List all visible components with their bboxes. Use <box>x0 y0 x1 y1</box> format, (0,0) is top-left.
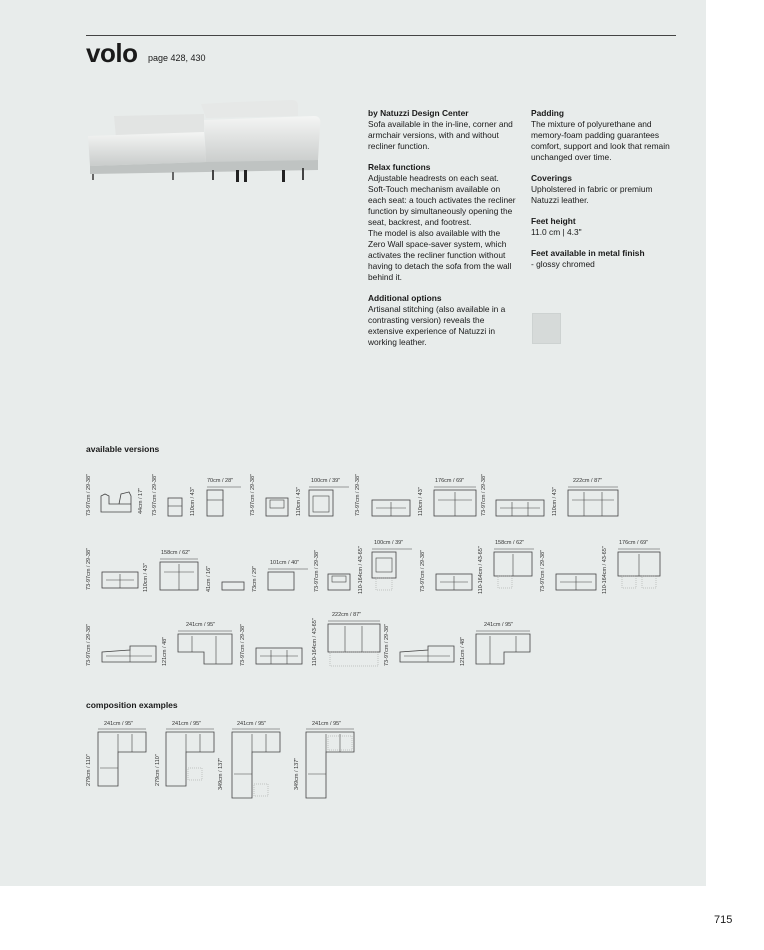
dim-label: 241cm / 95" <box>312 721 342 727</box>
sofa-3-seat-front-icon <box>254 642 304 666</box>
dim-label: 121cm / 48" <box>460 636 466 666</box>
dim-label: 100cm / 39" <box>374 540 404 546</box>
dim-label: 222cm / 87" <box>573 478 603 484</box>
dim-label: 73-97cm / 29-38" <box>152 473 158 516</box>
relax-text: Adjustable headrests on each seat. Soft-Touch mechanism available on each seat: a touch activates the recliner function by simultaneously opening the seat, backrest, and footrest. <box>368 173 516 227</box>
dim-label: 73-97cm / 29-38" <box>86 473 92 516</box>
dim-label: 176cm / 69" <box>435 478 465 484</box>
dim-label: 110cm / 43" <box>418 487 424 516</box>
feet-finish-heading: Feet available in metal finish <box>531 248 645 258</box>
dim-label: 73cm / 29" <box>252 565 258 592</box>
chaise-sofa-front-icon <box>100 640 158 664</box>
dim-label: 110cm / 43" <box>552 487 558 516</box>
chaise-sofa-plan-icon <box>176 630 234 666</box>
ottoman-icon <box>220 578 246 592</box>
sofa-hero-image <box>86 96 322 188</box>
dim-label: 73-97cm / 29-38" <box>314 549 320 592</box>
dim-label: 349cm / 137" <box>294 757 300 790</box>
dim-label: 279cm / 110" <box>155 754 161 786</box>
chrome-finish-swatch <box>532 313 561 344</box>
dim-label: 241cm / 95" <box>104 721 134 727</box>
dim-label: 241cm / 95" <box>237 721 267 727</box>
dim-label: 110-164cm / 43-65" <box>358 546 364 594</box>
page-number: 715 <box>714 914 733 926</box>
dim-label: 73-97cm / 29-38" <box>420 549 426 592</box>
seat-unit-plan-icon <box>205 486 243 518</box>
sofa-3-seat-plan-icon <box>566 486 620 518</box>
dim-label: 73-97cm / 29-38" <box>384 623 390 666</box>
armchair-recliner-side-icon <box>99 486 135 516</box>
recliner-plan-icon <box>370 548 414 592</box>
dim-label: 100cm / 39" <box>311 478 341 484</box>
coverings-heading: Coverings <box>531 173 572 183</box>
feet-finish-text: - glossy chromed <box>531 259 595 269</box>
dim-label: 241cm / 95" <box>186 622 216 628</box>
corner-composition-icon <box>96 728 148 788</box>
dim-label: 73-97cm / 29-38" <box>240 623 246 666</box>
dim-label: 110-164cm / 43-65" <box>602 546 608 594</box>
versions-heading: available versions <box>86 444 160 454</box>
dim-label: 73-97cm / 29-38" <box>250 473 256 516</box>
dim-label: 110-164cm / 43-65" <box>478 546 484 594</box>
chaise-sofa-plan-icon <box>474 630 532 666</box>
dim-label: 73-97cm / 29-38" <box>86 623 92 666</box>
relax-heading: Relax functions <box>368 162 431 172</box>
compositions-heading: composition examples <box>86 700 178 710</box>
sofa-2-seat-front-icon <box>370 494 412 518</box>
dim-label: 73-97cm / 29-38" <box>481 473 487 516</box>
designer-text: Sofa available in the in-line, corner and armchair versions, with and without recliner function. <box>368 119 513 151</box>
page-title: volo <box>86 38 138 68</box>
ottoman-plan-icon <box>266 568 310 592</box>
chaise-sofa-front-icon <box>398 640 456 664</box>
dim-label: 110cm / 43" <box>296 487 302 516</box>
armchair-plan-icon <box>307 486 351 518</box>
sofa-3-seat-front-icon <box>494 494 546 518</box>
dim-label: 73-97cm / 29-38" <box>86 547 92 590</box>
dim-label: 158cm / 62" <box>495 540 525 546</box>
feet-height-heading: Feet height <box>531 216 576 226</box>
dim-label: 241cm / 95" <box>484 622 514 628</box>
dim-label: 41cm / 16" <box>206 565 212 592</box>
dim-label: 158cm / 62" <box>161 550 191 556</box>
additional-text: Artisanal stitching (also available in a contrasting version) reveals the extensive experience of Natuzzi in working leather. <box>368 304 506 347</box>
additional-heading: Additional options <box>368 293 442 303</box>
designer-heading: by Natuzzi Design Center <box>368 108 469 118</box>
dim-label: 222cm / 87" <box>332 612 362 618</box>
padding-heading: Padding <box>531 108 565 118</box>
sofa-2-seat-plan-icon <box>158 558 200 592</box>
corner-composition-icon <box>304 728 360 802</box>
sofa-2-seat-front-icon <box>100 566 140 590</box>
specs-column <box>531 108 679 280</box>
dim-label: 110cm / 43" <box>190 487 196 516</box>
corner-composition-icon <box>230 728 282 800</box>
recliner-3-seat-plan-icon <box>326 620 382 668</box>
corner-composition-icon <box>164 728 216 788</box>
padding-text: The mixture of polyurethane and memory-foam padding guarantees comfort, support and look that remain unchanged over time. <box>531 119 670 162</box>
title-rule <box>86 35 676 36</box>
coverings-text: Upholstered in fabric or premium Natuzzi leather. <box>531 184 653 205</box>
dim-label: 176cm / 69" <box>619 540 649 546</box>
dim-label: 349cm / 137" <box>218 757 224 790</box>
armchair-front-icon <box>264 492 290 518</box>
feet-height-text: 11.0 cm | 4.3" <box>531 227 582 237</box>
dim-label: 279cm / 110" <box>86 754 92 786</box>
sofa-2-seat-plan-icon <box>432 486 478 518</box>
dim-label: 101cm / 40" <box>270 560 300 566</box>
seat-unit-front-icon <box>166 494 184 518</box>
sofa-2-seat-front-icon <box>434 568 474 592</box>
dim-label: 70cm / 28" <box>207 478 234 484</box>
dim-label: 121cm / 48" <box>162 636 168 666</box>
recliner-sofa-plan-icon <box>492 548 536 592</box>
dim-label: 241cm / 95" <box>172 721 202 727</box>
recliner-sofa-plan-icon <box>616 548 662 592</box>
armchair-front-icon <box>326 568 352 592</box>
dim-label: 110cm / 43" <box>143 563 149 592</box>
dim-label: 110-164cm / 43-65" <box>312 618 318 666</box>
page-reference: page 428, 430 <box>148 53 206 63</box>
description-column <box>368 108 518 358</box>
dim-label: 73-97cm / 29-38" <box>540 549 546 592</box>
relax-text-zero-wall: The model is also available with the Zero Wall space-saver system, which activates the recliner function without having to detach the sofa from the wall behind it. <box>368 228 512 282</box>
sofa-2-seat-front-icon <box>554 568 598 592</box>
dim-label: 73-97cm / 29-38" <box>355 473 361 516</box>
dim-label: 44cm / 17" <box>138 487 144 514</box>
